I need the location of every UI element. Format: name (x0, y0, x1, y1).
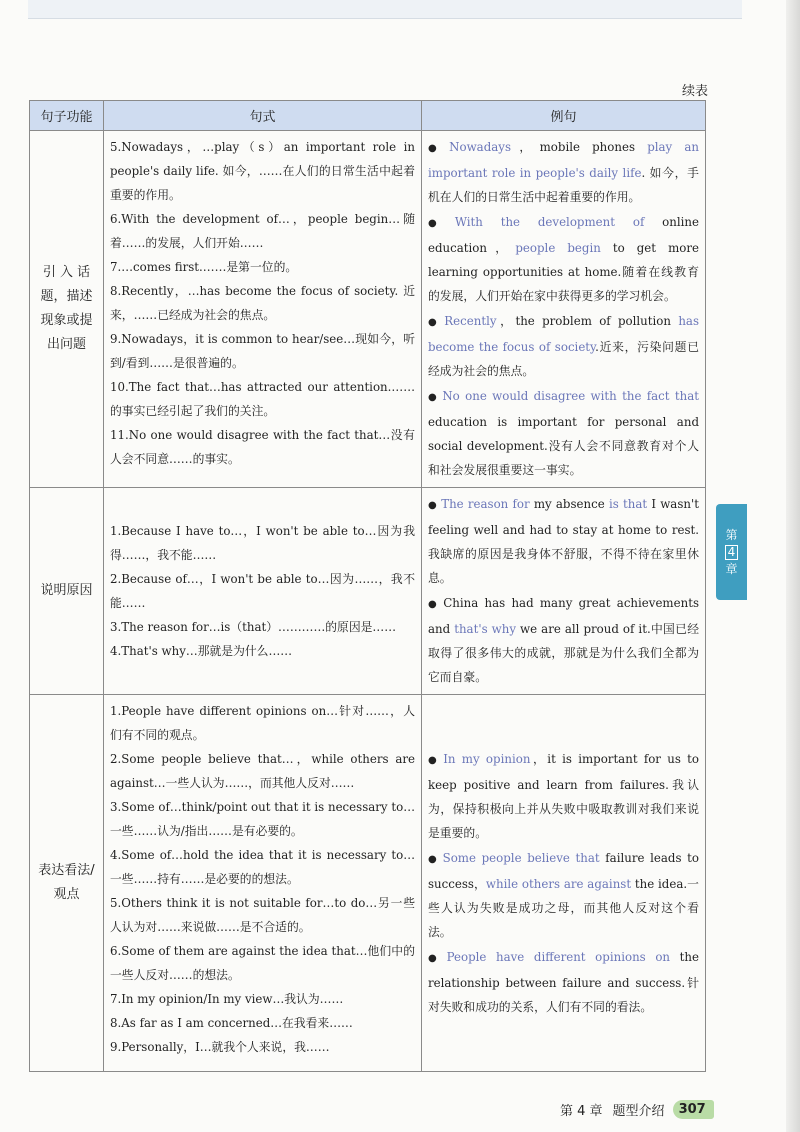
pattern-item: 5.Nowadays，…play（s）an important role in people's daily life. 如今，……在人们的日常生活中起着重要的作用。 (110, 140, 415, 202)
pattern-item: 5.Others think it is not suitable for…to do…另一些人认为对……来说做……是不合适的。 (110, 896, 415, 934)
example-text: we are all proud of it.中国已经取得了很多伟大的成就，那就是为什么我们全都为它而自豪。 (428, 622, 699, 684)
bullet-icon: ● (428, 500, 438, 511)
chapter-side-tab (716, 504, 747, 600)
bullet-icon: ● (428, 853, 439, 865)
footer-title: 题型介绍 (612, 1104, 665, 1119)
header-function: 句子功能 (30, 101, 104, 131)
pattern-item: 3.The reason for…is（that）…………的原因是…… (110, 620, 397, 634)
page-number: 307 (673, 1100, 714, 1119)
example-item (428, 945, 699, 1019)
table-row (30, 695, 706, 1072)
pattern-item: 8.As far as I am concerned…在我看来…… (110, 1016, 353, 1030)
example-text: to get more learning opportunities at home.随着在线教育的发展，人们开始在家中获得更多的学习机会。 (428, 241, 699, 303)
example-text: the idea.一些人认为失败是成功之母，而其他人反对这个看法。 (428, 876, 699, 939)
scan-right-edge (786, 0, 800, 1132)
example-item (428, 309, 699, 383)
example-item (428, 384, 699, 482)
side-tab-number: 4 (725, 545, 739, 560)
example-cell (422, 488, 706, 695)
scan-top-edge (28, 0, 742, 19)
function-cell: 引 入 话题，描述现象或提出问题 (30, 131, 104, 488)
example-item (428, 846, 699, 944)
sentence-pattern-table (29, 100, 706, 1072)
header-example: 例句 (422, 101, 706, 131)
pattern-cell (104, 131, 422, 488)
pattern-cell (104, 695, 422, 1072)
example-cell (422, 695, 706, 1072)
example-item (428, 210, 699, 308)
bullet-icon: ● (428, 599, 440, 610)
example-text: failure leads to success， (428, 850, 699, 891)
pattern-item: 7.In my opinion/In my view…我认为…… (110, 992, 344, 1006)
pattern-item: 8.Recently，…has become the focus of society. 近来，……已经成为社会的焦点。 (110, 284, 415, 322)
highlighted-phrase: play an important role in people's daily life (428, 140, 699, 180)
example-text: I wasn't feeling well and had to stay at home to rest.我缺席的原因是我身体不舒服，不得不待在家里休息。 (428, 497, 699, 585)
example-text: online education， (428, 215, 699, 255)
bullet-icon: ● (428, 218, 451, 229)
header-pattern: 句式 (104, 101, 422, 131)
pattern-item: 6.With the development of…，people begin…随着……的发展，人们开始…… (110, 212, 415, 250)
continued-label: 续表 (681, 84, 708, 99)
side-tab-top: 第 (725, 527, 738, 542)
function-cell: 说明原因 (30, 488, 104, 695)
example-text: education is important for personal and social development.没有人会不同意教育对个人和社会发展很重要这一事实。 (428, 415, 699, 477)
highlighted-phrase: has become the focus of society (428, 314, 699, 354)
example-text: ，the problem of pollution (496, 314, 679, 328)
pattern-item: 2.Because of…，I won't be able to…因为……，我不能…… (110, 572, 415, 610)
footer-chapter: 第 4 章 (560, 1104, 603, 1119)
bullet-icon: ● (428, 952, 443, 964)
highlighted-phrase: With the development of (454, 215, 645, 229)
function-cell: 表达看法/观点 (30, 695, 104, 1072)
highlighted-phrase: In my opinion (443, 751, 531, 766)
pattern-item: 10.The fact that…has attracted our attention.……的事实已经引起了我们的关注。 (110, 380, 415, 418)
example-text: ，it is important for us to keep positive and learn from failures.我认为，保持积极向上并从失败中吸取教训对我们来说是重要的。 (428, 751, 699, 840)
pattern-item: 7.…comes first.……是第一位的。 (110, 260, 298, 274)
table-row (30, 488, 706, 695)
page-footer (560, 1100, 714, 1119)
highlighted-phrase: is that (608, 497, 648, 511)
highlighted-phrase: that's why (454, 622, 517, 636)
example-item (428, 492, 699, 590)
pattern-item: 4.That's why…那就是为什么…… (110, 644, 293, 658)
example-item (428, 591, 699, 689)
pattern-item: 1.People have different opinions on…针对……，人们有不同的观点。 (110, 704, 415, 742)
bullet-icon: ● (428, 392, 439, 403)
example-cell (422, 131, 706, 488)
example-text: China has had many great achievements and (428, 596, 699, 636)
example-text: the relationship between failure and success.针对失败和成功的关系，人们有不同的看法。 (428, 949, 699, 1014)
example-text: ，mobile phones (511, 140, 648, 154)
bullet-icon: ● (428, 317, 441, 328)
pattern-item: 11.No one would disagree with the fact that…没有人会不同意……的事实。 (110, 428, 415, 466)
highlighted-phrase: No one would disagree with the fact that (442, 389, 699, 403)
pattern-cell (104, 488, 422, 695)
highlighted-phrase: The reason for (441, 497, 530, 511)
highlighted-phrase: Some people believe that (442, 850, 600, 865)
example-text: . 如今，手机在人们的日常生活中起着重要的作用。 (428, 166, 699, 204)
highlighted-phrase: while others are against (485, 876, 632, 891)
pattern-item: 2.Some people believe that…，while others are against…一些人认为……，而其他人反对…… (110, 752, 415, 790)
bullet-icon: ● (428, 143, 446, 154)
highlighted-phrase: Recently (444, 314, 497, 328)
highlighted-phrase: Nowadays (449, 140, 511, 154)
example-text: .近来，污染问题已经成为社会的焦点。 (428, 340, 699, 378)
pattern-item: 4.Some of…hold the idea that it is necessary to…一些……持有……是必要的的想法。 (110, 848, 415, 886)
pattern-item: 1.Because I have to…，I won't be able to…因为我得……，我不能…… (110, 524, 415, 562)
example-item (428, 135, 699, 209)
table-header-row (30, 101, 706, 131)
example-text: my absence (529, 497, 609, 511)
highlighted-phrase: people begin (515, 241, 601, 255)
pattern-item: 6.Some of them are against the idea that…他们中的一些人反对……的想法。 (110, 944, 415, 982)
table-row (30, 131, 706, 488)
pattern-item: 9.Nowadays，it is common to hear/see…现如今，听到/看到……是很普遍的。 (110, 332, 415, 370)
pattern-item: 9.Personally，I…就我个人来说，我…… (110, 1040, 330, 1054)
side-tab-bottom: 章 (725, 561, 738, 576)
highlighted-phrase: People have different opinions on (446, 949, 671, 964)
bullet-icon: ● (428, 754, 440, 766)
pattern-item: 3.Some of…think/point out that it is necessary to…一些……认为/指出……是有必要的。 (110, 800, 415, 838)
example-item (428, 747, 699, 845)
